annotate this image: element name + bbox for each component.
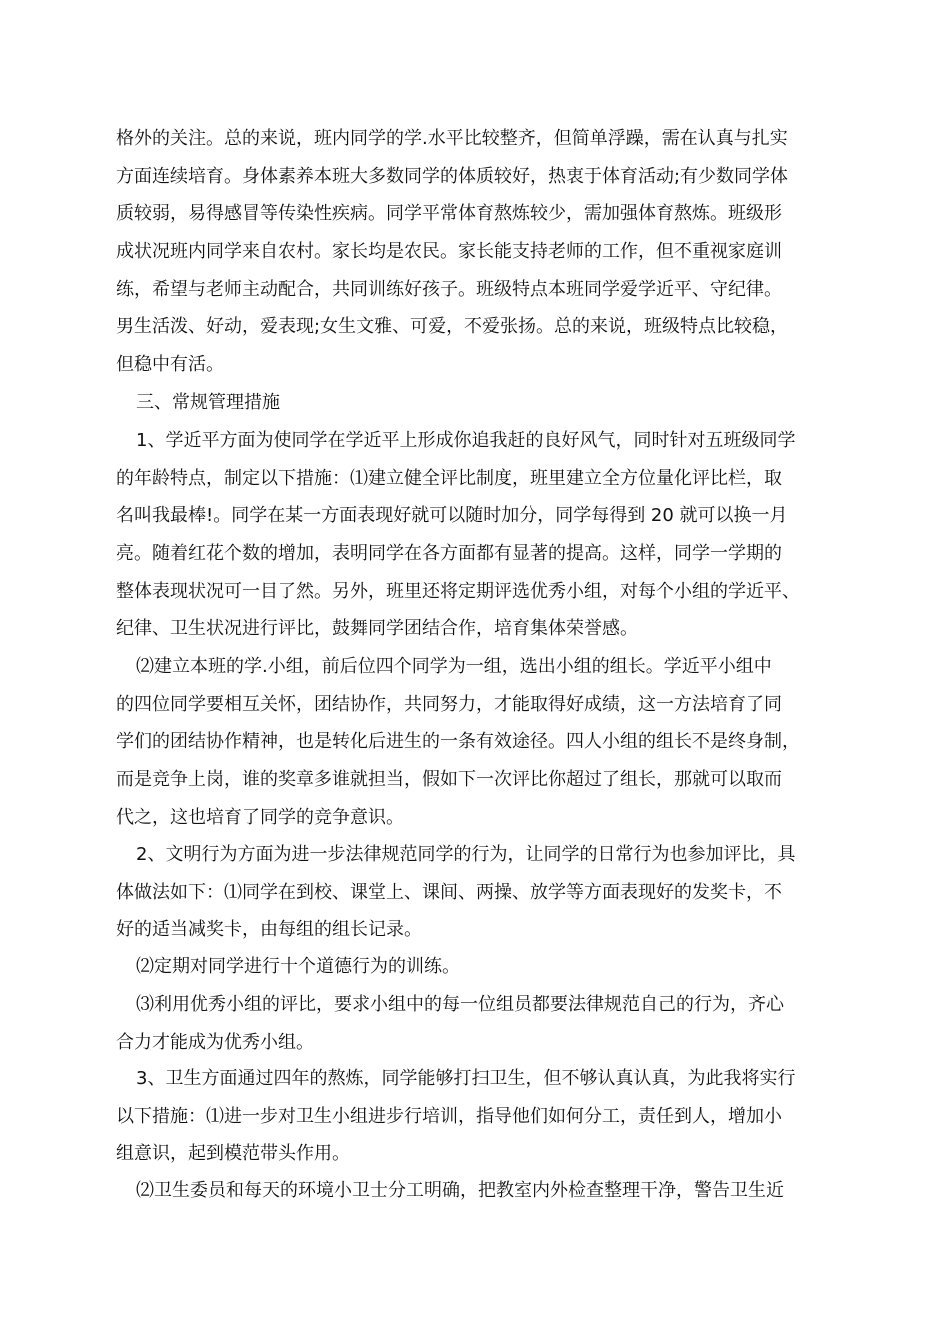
text-line: 体做法如下：⑴同学在到校、课堂上、课间、两操、放学等方面表现好的发奖卡，不	[116, 881, 782, 903]
text-line: ⑵建立本班的学.小组，前后位四个同学为一组，选出小组的组长。学近平小组中	[136, 656, 772, 677]
text-line: 方面连续培育。身体素养本班大多数同学的体质较好，热衷于体育活动;有少数同学体	[116, 165, 789, 187]
text-line: 男生活泼、好动，爱表现;女生文雅、可爱，不爱张扬。总的来说，班级特点比较稳，	[116, 316, 789, 338]
paragraph-excellent-groups	[116, 986, 836, 1061]
paragraph-moral-training	[116, 948, 836, 986]
section-heading	[136, 384, 856, 422]
text-line: 合力才能成为优秀小组。	[116, 1031, 314, 1053]
paragraph-study-measures	[116, 422, 836, 648]
heading-text: 三、常规管理措施	[136, 392, 280, 413]
paragraph-class-situation	[116, 120, 836, 384]
text-line: 好的适当减奖卡，由每组的组长记录。	[116, 919, 422, 941]
paragraph-hygiene-committee	[116, 1172, 836, 1210]
text-line: 的四位同学要相互关怀，团结协作，共同努力，才能取得好成绩，这一方法培育了同	[116, 693, 782, 715]
text-line: 练，希望与老师主动配合，共同训练好孩子。班级特点本班同学爱学近平、守纪律。	[116, 278, 782, 300]
text-line: 但稳中有活。	[116, 354, 224, 376]
text-line: 1、学近平方面为使同学在学近平上形成你追我赶的良好风气，同时针对五班级同学	[136, 430, 796, 451]
text-line: 代之，这也培育了同学的竞争意识。	[116, 806, 404, 828]
text-line: 的年龄特点，制定以下措施：⑴建立健全评比制度，班里建立全方位量化评比栏，取	[116, 467, 782, 489]
text-line: 3、卫生方面通过四年的熬炼，同学能够打扫卫生，但不够认真认真，为此我将实行	[136, 1068, 796, 1089]
text-line: 2、文明行为方面为进一步法律规范同学的行为，让同学的日常行为也参加评比，具	[136, 844, 796, 865]
text-line: 纪律、卫生状况进行评比，鼓舞同学团结合作，培育集体荣誉感。	[116, 618, 638, 640]
text-line: 整体表现状况可一目了然。另外，班里还将定期评选优秀小组，对每个小组的学近平、	[116, 580, 800, 602]
text-line: 成状况班内同学来自农村。家长均是农民。家长能支持老师的工作，但不重视家庭训	[116, 241, 782, 263]
text-line: 格外的关注。总的来说，班内同学的学.水平比较整齐，但简单浮躁，需在认真与扎实	[116, 128, 788, 149]
text-line: 亮。随着红花个数的增加，表明同学在各方面都有显著的提高。这样，同学一学期的	[116, 543, 782, 565]
text-line: 组意识，起到模范带头作用。	[116, 1143, 350, 1165]
text-line: 学们的团结协作精神，也是转化后进生的一条有效途径。四人小组的组长不是终身制，	[116, 731, 800, 753]
text-line: ⑵卫生委员和每天的环境小卫士分工明确，把教室内外检查整理干净，警告卫生近	[136, 1180, 784, 1201]
text-line: ⑵定期对同学进行十个道德行为的训练。	[136, 956, 460, 977]
paragraph-study-groups	[116, 648, 836, 836]
text-line: 以下措施：⑴进一步对卫生小组进步行培训，指导他们如何分工，责任到人，增加小	[116, 1105, 782, 1127]
text-line: 质较弱，易得感冒等传染性疾病。同学平常体育熬炼较少，需加强体育熬炼。班级形	[116, 203, 782, 225]
paragraph-hygiene	[116, 1060, 836, 1173]
text-line: ⑶利用优秀小组的评比，要求小组中的每一位组员都要法律规范自己的行为，齐心	[136, 994, 784, 1015]
text-line: 而是竞争上岗，谁的奖章多谁就担当，假如下一次评比你超过了组长，那就可以取而	[116, 769, 782, 791]
paragraph-behavior	[116, 836, 836, 949]
text-line: 名叫我最棒!。同学在某一方面表现好就可以随时加分，同学每得到 20 就可以换一月	[116, 505, 788, 527]
